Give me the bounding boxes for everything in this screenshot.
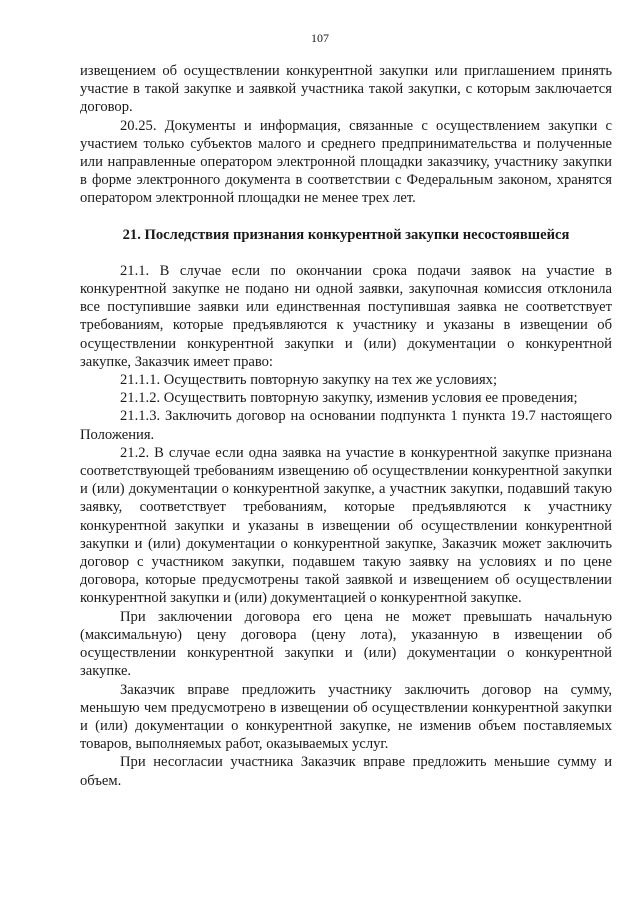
document-body [80, 62, 612, 790]
paragraph-21-1-2: 21.1.2. Осуществить повторную закупку, изменив условия ее проведения; [120, 390, 578, 407]
paragraph-21-1: 21.1. В случае если по окончании срока подачи заявок на участие в конкурентной закупке не подано ни одной заявки, закупочная комиссия отклонила все поступившие заявки или единственная поступившая заявка не соответствует требованиям, которые предъявляются к участнику и указаны в извещении об осуществлении конкурентной закупки и (или) документации о конкурентной закупке, Заказчик имеет право: [80, 262, 612, 370]
paragraph-price-limit: При заключении договора его цена не может превышать начальную (максимальную) цену договора (цену лота), указанную в извещении об осуществлении конкурентной закупки и (или) документации о конкурентной закупке. [80, 608, 612, 680]
intro-paragraph: извещением об осуществлении конкурентной закупки или приглашением принять участие в такой закупке и заявкой участника такой закупки, с которым заключается договор. [80, 63, 612, 116]
page-number: 107 [311, 31, 329, 45]
paragraph-disagreement: При несогласии участника Заказчик вправе предложить меньшие сумму и объем. [80, 754, 612, 789]
paragraph-21-1-3: 21.1.3. Заключить договор на основании подпункта 1 пункта 19.7 настоящего Положения. [80, 408, 612, 443]
paragraph-21-2: 21.2. В случае если одна заявка на участие в конкурентной закупке признана соответствующей требованиям извещению об осуществлении конкурентной закупки и (или) документации о конкурентной закупке, а участник закупки, подавший такую заявку, соответствует требованиям, которые предъявляются к участнику конкурентной закупки и указаны в извещении об осуществлении конкурентной закупки и (или) документации о конкурентной закупке, Заказчик может заключить договор с участником закупки, подавшем такую заявку на условиях и по цене договора, которые предусмотрены такой заявкой и извещением об осуществлении конкурентной закупки и (или) документацией о конкурентной закупке. [80, 444, 612, 607]
paragraph-21-1-1: 21.1.1. Осуществить повторную закупку на тех же условиях; [120, 372, 498, 389]
paragraph-20-25: 20.25. Документы и информация, связанные с осуществлением закупки с участием только субъектов малого и среднего предпринимательства и полученные или направленные оператором электронной площадки заказчику, участнику закупки в форме электронного документа в соответствии с Федеральным законом, хранятся оператором электронной площадки не менее трех лет. [80, 117, 612, 207]
paragraph-offer: Заказчик вправе предложить участнику заключить договор на сумму, меньшую чем предусмотрено в извещении об осуществлении конкурентной закупки и (или) документации о конкурентной закупке, не изменив объем поставляемых товаров, выполняемых работ, оказываемых услуг. [80, 681, 612, 753]
section-heading: 21. Последствия признания конкурентной закупки несостоявшейся [122, 226, 570, 243]
